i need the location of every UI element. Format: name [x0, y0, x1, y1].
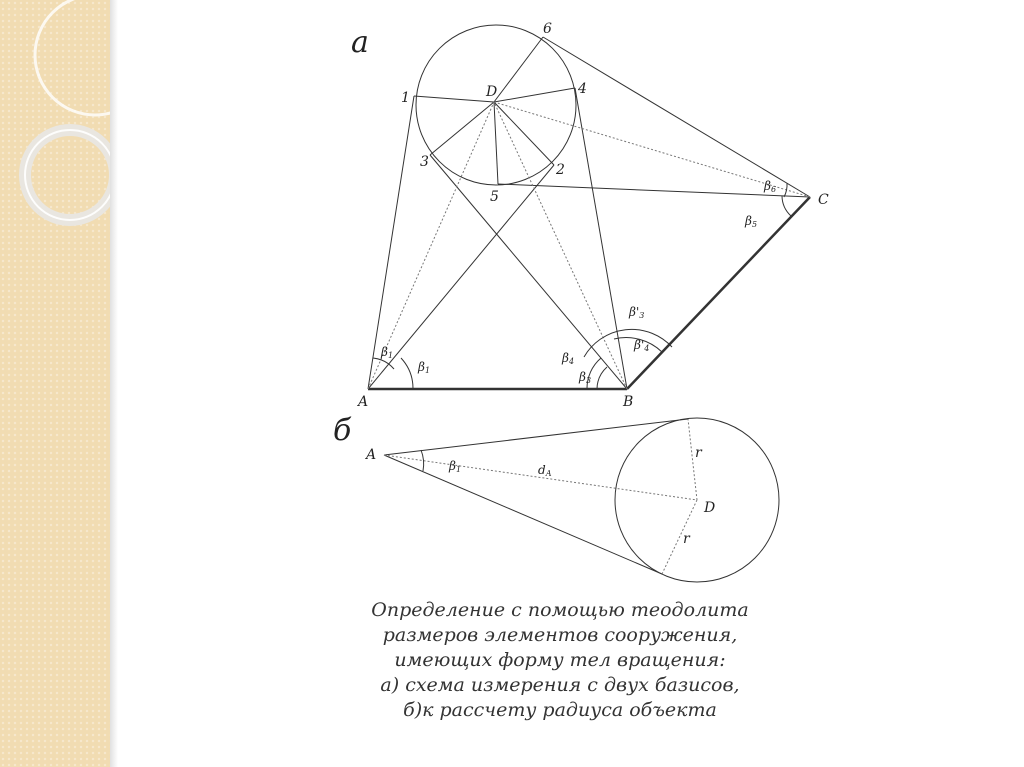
tangent-B-3 [430, 155, 627, 389]
part-a-label: а [351, 25, 369, 60]
angle-beta3: β3 [579, 370, 592, 385]
caption-line-3: имеющих форму тел вращения: [394, 649, 726, 671]
caption-line-4: а) схема измерения с двух базисов, [380, 674, 740, 696]
angle-beta1-b: β1 [449, 459, 462, 474]
radius-top-label: r [695, 445, 702, 461]
point-1-label: 1 [401, 90, 410, 106]
distance-dA [384, 455, 697, 500]
angle-beta1-inner: β1 [381, 345, 394, 360]
angle-beta6: β6 [764, 179, 777, 194]
radius-bottom [662, 500, 697, 574]
point-A-b-label: A [366, 447, 377, 463]
point-A-label: A [358, 394, 369, 410]
point-4-label: 4 [578, 81, 587, 97]
caption-line-2: размеров элементов сооружения, [382, 624, 738, 646]
angle-beta4: β4 [562, 351, 575, 366]
tangent-A-2 [368, 165, 554, 389]
figure-caption [300, 598, 820, 723]
point-B-label: B [623, 394, 634, 410]
angle-beta5: β5 [745, 214, 758, 229]
object-circle-a [416, 25, 576, 185]
point-D-b-label: D [704, 500, 716, 516]
distance-dA-label: dA [538, 463, 552, 478]
base-BC [627, 197, 810, 389]
angle-beta3-prime: β'3 [629, 305, 645, 320]
tangent-b-bottom [384, 455, 662, 574]
angle-beta1-outer: β1 [418, 360, 431, 375]
tangent-b-top [384, 419, 688, 455]
point-6-label: 6 [543, 21, 552, 37]
point-2-label: 2 [556, 162, 565, 178]
point-C-label: C [818, 192, 829, 208]
angle-beta4-prime: β'4 [634, 338, 650, 353]
part-b-label: б [333, 413, 352, 448]
caption-line-5: б)к рассчету радиуса объекта [403, 699, 717, 721]
point-3-label: 3 [420, 154, 429, 170]
caption-line-1: Определение с помощью теодолита [371, 599, 749, 621]
point-D-label: D [486, 84, 498, 100]
radius-bottom-label: r [683, 531, 690, 547]
point-5-label: 5 [490, 189, 499, 205]
tangent-A-1 [368, 96, 414, 389]
tangent-C-6 [543, 37, 810, 197]
tangent-B-4 [575, 88, 627, 389]
